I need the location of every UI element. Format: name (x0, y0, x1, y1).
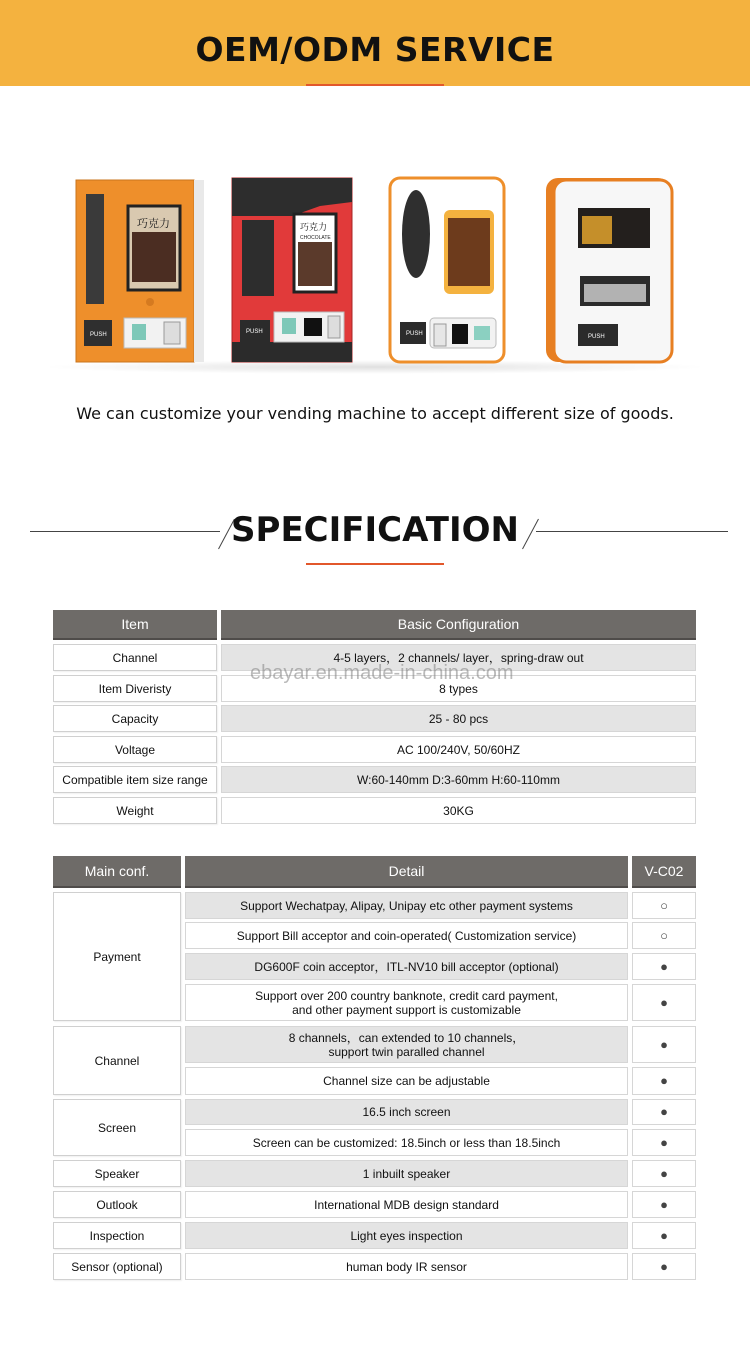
group-label-payment: Payment (53, 892, 181, 1021)
model-mark: ● (632, 953, 696, 980)
header-detail: Detail (185, 856, 628, 888)
row-value: 8 types (221, 675, 696, 702)
row-label: Capacity (53, 705, 217, 732)
svg-text:PUSH: PUSH (406, 331, 423, 337)
row-value: W:60-140mm D:3-60mm H:60-110mm (221, 766, 696, 793)
group-label-outlook: Outlook (53, 1191, 181, 1218)
detail-line: support twin paralled channel (328, 1044, 485, 1059)
red-machine (232, 178, 352, 362)
svg-text:PUSH: PUSH (588, 334, 605, 340)
row-label: Item Diveristy (53, 675, 217, 702)
model-mark: ○ (632, 892, 696, 919)
svg-text:巧克力: 巧克力 (300, 223, 328, 233)
model-mark: ● (632, 1222, 696, 1249)
model-mark: ● (632, 1253, 696, 1280)
detail-cell: 16.5 inch screen (185, 1099, 628, 1125)
detail-cell: International MDB design standard (185, 1191, 628, 1218)
model-mark: ○ (632, 922, 696, 949)
row-label: Weight (53, 797, 217, 824)
svg-text:CHOCOLATE: CHOCOLATE (300, 235, 331, 241)
header-model: V-C02 (632, 856, 696, 888)
row-value: AC 100/240V, 50/60HZ (221, 736, 696, 763)
row-label: Voltage (53, 736, 217, 763)
detail-line: and other payment support is customizable (292, 1002, 521, 1017)
model-mark: ● (632, 1099, 696, 1125)
model-mark: ● (632, 1191, 696, 1218)
watermark: ebayar.en.made-in-china.com (250, 662, 514, 684)
header-main-conf: Main conf. (53, 856, 181, 888)
heading-rule-right (536, 531, 728, 532)
detail-line: 8 channels，can extended to 10 channels， (288, 1030, 525, 1045)
detail-cell: DG600F coin acceptor，ITL-NV10 bill acceptor (optional) (185, 953, 628, 980)
detail-cell: Support Wechatpay, Alipay, Unipay etc other payment systems (185, 892, 628, 919)
row-value: 25 - 80 pcs (221, 705, 696, 732)
model-mark: ● (632, 1067, 696, 1095)
row-label: Compatible item size range (53, 766, 217, 793)
detail-cell: Channel size can be adjustable (185, 1067, 628, 1095)
row-value: 30KG (221, 797, 696, 824)
detail-cell: Screen can be customized: 18.5inch or less than 18.5inch (185, 1129, 628, 1156)
detail-cell: Support Bill acceptor and coin-operated( Customization service) (185, 922, 628, 949)
banner-title: OEM/ODM SERVICE (195, 30, 555, 69)
white-orange-machine (390, 178, 504, 362)
row-value: 4-5 layers，2 channels/ layer，spring-draw out (221, 644, 696, 671)
vending-machines-image (60, 172, 690, 372)
group-label-speaker: Speaker (53, 1160, 181, 1187)
model-mark: ● (632, 1026, 696, 1063)
specification-accent-line (306, 563, 444, 565)
model-mark: ● (632, 984, 696, 1021)
customization-tagline: We can customize your vending machine to accept different size of goods. (76, 404, 674, 423)
model-mark: ● (632, 1129, 696, 1156)
specification-title: SPECIFICATION (231, 510, 519, 550)
detail-cell (185, 984, 628, 1021)
machine-screen-text: 巧克力 (137, 217, 170, 230)
detail-cell: Light eyes inspection (185, 1222, 628, 1249)
banner-accent-line (306, 84, 444, 86)
rounded-machine (546, 178, 672, 362)
model-mark: ● (632, 1160, 696, 1187)
group-label-screen: Screen (53, 1099, 181, 1156)
detail-cell: 1 inbuilt speaker (185, 1160, 628, 1187)
detail-cell (185, 1026, 628, 1063)
orange-machine (76, 180, 204, 362)
header-item: Item (53, 610, 217, 640)
group-label-inspection: Inspection (53, 1222, 181, 1249)
detail-cell: human body IR sensor (185, 1253, 628, 1280)
group-label-channel: Channel (53, 1026, 181, 1095)
group-label-sensor: Sensor (optional) (53, 1253, 181, 1280)
svg-text:PUSH: PUSH (90, 332, 107, 338)
detail-line: Support over 200 country banknote, credit card payment, (255, 988, 558, 1003)
svg-text:PUSH: PUSH (246, 329, 263, 335)
row-label: Channel (53, 644, 217, 671)
header-basic-configuration: Basic Configuration (221, 610, 696, 640)
